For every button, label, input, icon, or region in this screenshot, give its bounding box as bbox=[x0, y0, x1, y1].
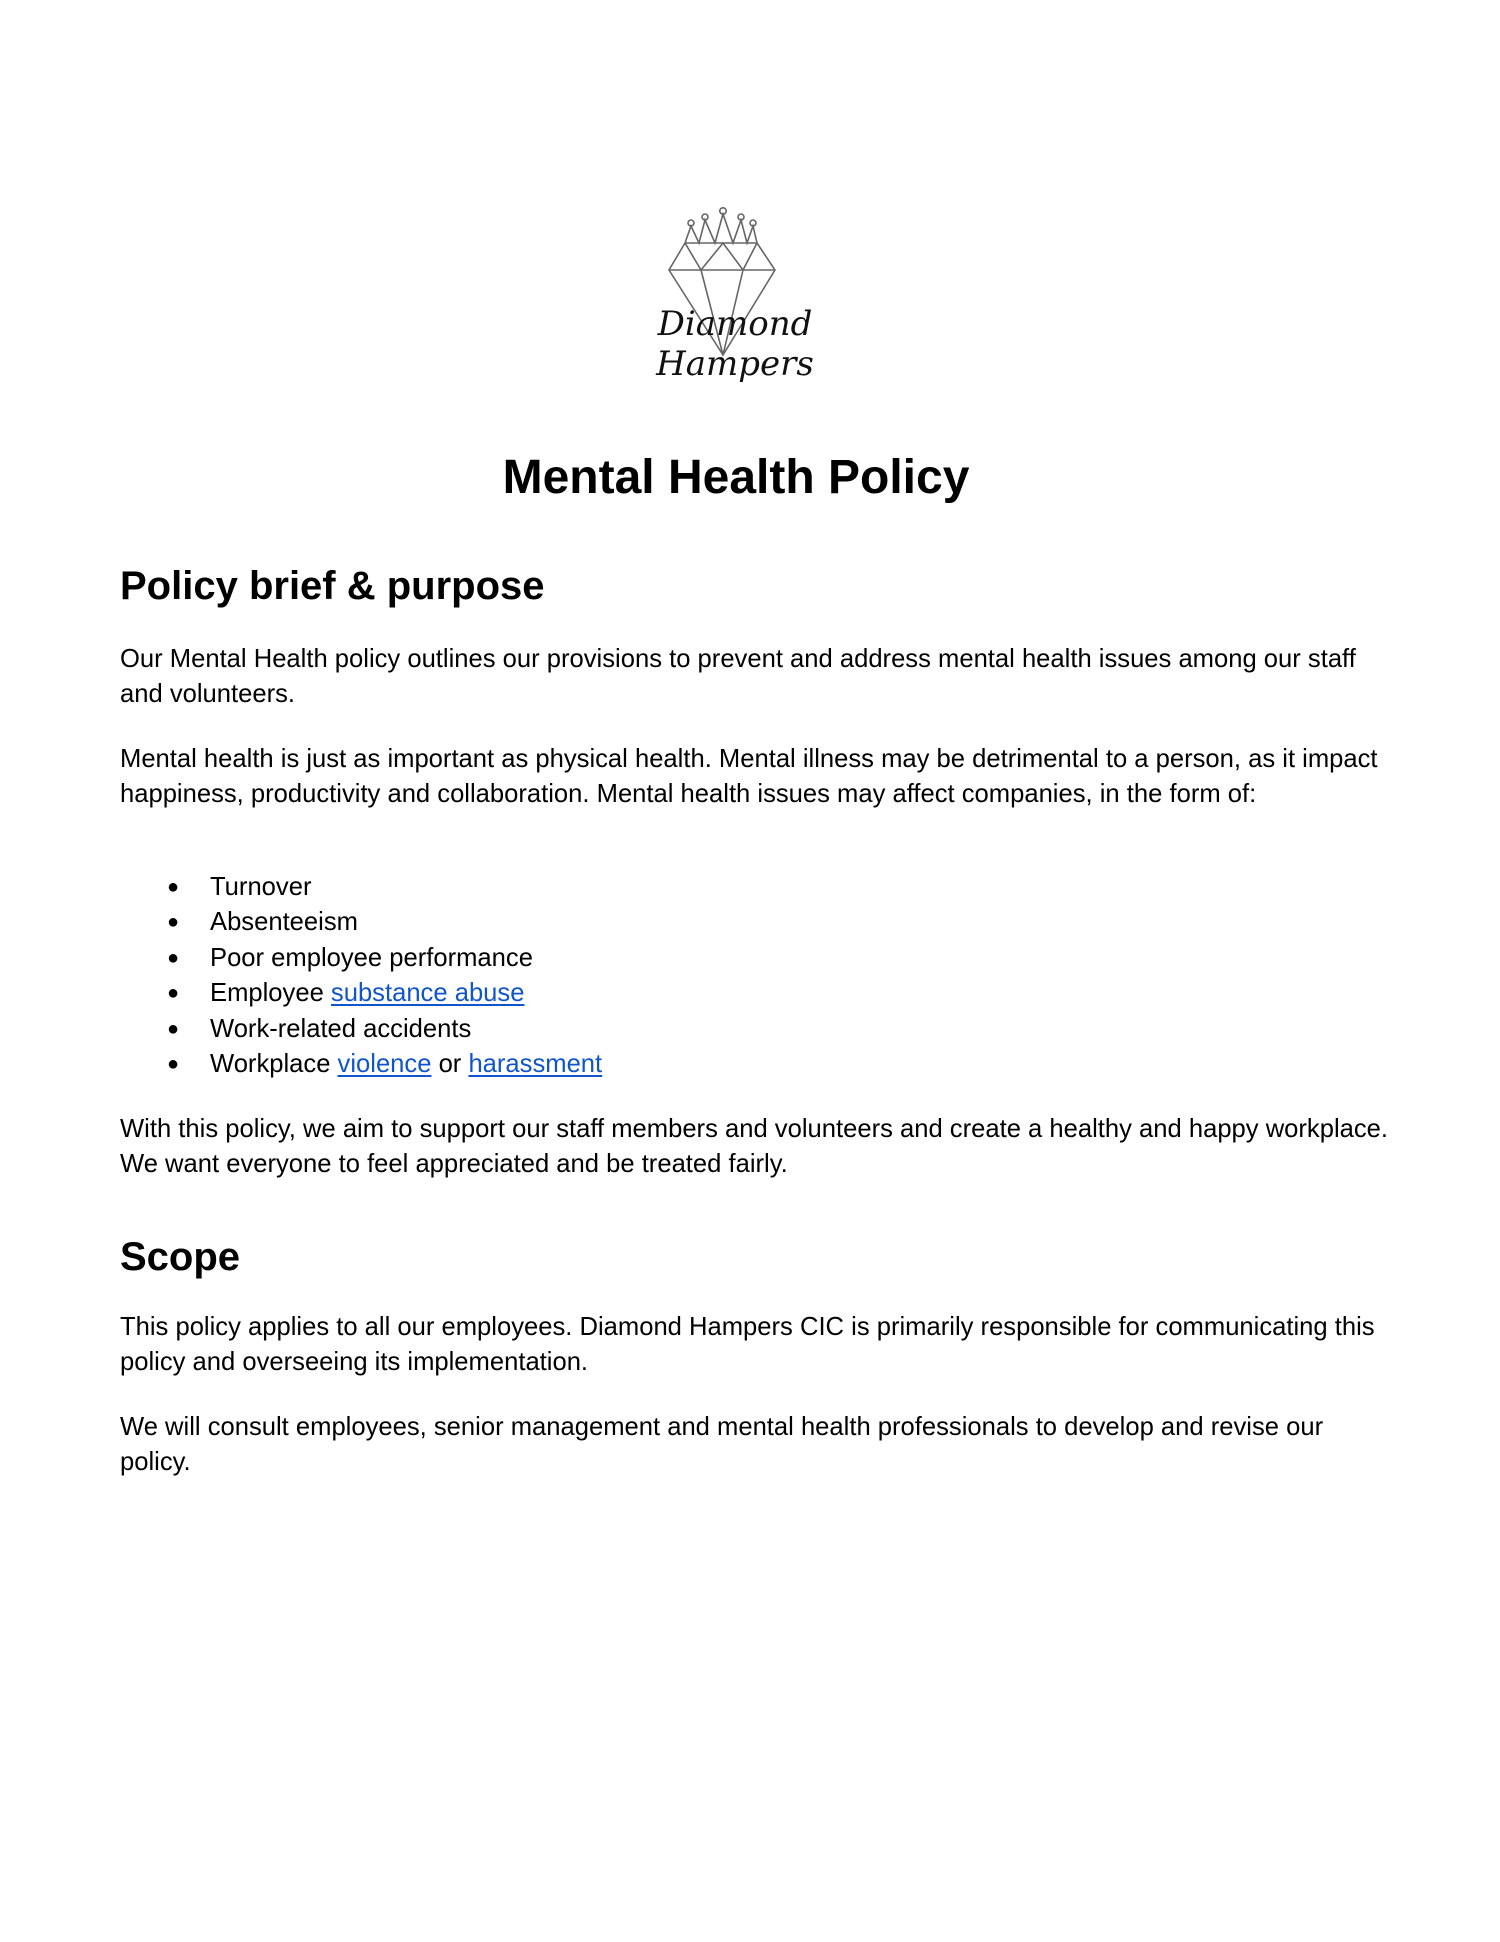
list-item: ● Poor employee performance bbox=[120, 941, 602, 976]
section-heading-scope: Scope bbox=[120, 1235, 241, 1279]
paragraph-aim: With this policy, we aim to support our staff members and volunteers and create a healthy and happy workplace. We want everyone to feel appreciated and be treated fairly. bbox=[120, 1115, 1389, 1179]
bullet-icon: ● bbox=[167, 946, 180, 969]
logo bbox=[655, 205, 815, 395]
diamond-crown-icon bbox=[655, 205, 815, 395]
bullet-icon: ● bbox=[167, 1053, 180, 1076]
paragraph-importance: Mental health is just as important as physical health. Mental illness may be detrimental to a person, as it impact happiness, productivity and collaboration. Mental health issues may affect companies, in the form of: bbox=[120, 745, 1378, 809]
svg-text:Hampers: Hampers bbox=[656, 344, 814, 384]
svg-text:Diamond: Diamond bbox=[657, 304, 813, 344]
link-harassment[interactable]: harassment bbox=[468, 1050, 603, 1079]
link-violence[interactable]: violence bbox=[337, 1050, 432, 1079]
paragraph-intro: Our Mental Health policy outlines our provisions to prevent and address mental health issues among our staff and volunteers. bbox=[120, 645, 1356, 709]
bullet-icon: ● bbox=[167, 982, 180, 1005]
paragraph-scope-consult: We will consult employees, senior management and mental health professionals to develop and revise our policy. bbox=[120, 1413, 1324, 1477]
paragraph-scope-applies: This policy applies to all our employees. Diamond Hampers CIC is primarily responsible for communicating this policy and overseeing its implementation. bbox=[120, 1313, 1375, 1377]
impact-list bbox=[120, 870, 602, 1082]
bullet-icon: ● bbox=[167, 1017, 180, 1040]
page-title: Mental Health Policy bbox=[502, 451, 970, 504]
list-item: ● Workplace violence or harassment bbox=[120, 1047, 602, 1082]
list-item: ● Turnover bbox=[120, 870, 602, 905]
list-item: ● Absenteeism bbox=[120, 905, 602, 940]
bullet-icon: ● bbox=[167, 911, 180, 934]
link-substance-abuse[interactable]: substance abuse bbox=[330, 979, 525, 1008]
bullet-icon: ● bbox=[167, 876, 180, 898]
list-item: ● Employee substance abuse bbox=[120, 976, 602, 1011]
section-heading-policy-brief: Policy brief & purpose bbox=[120, 564, 545, 608]
list-item: ● Work-related accidents bbox=[120, 1012, 602, 1047]
